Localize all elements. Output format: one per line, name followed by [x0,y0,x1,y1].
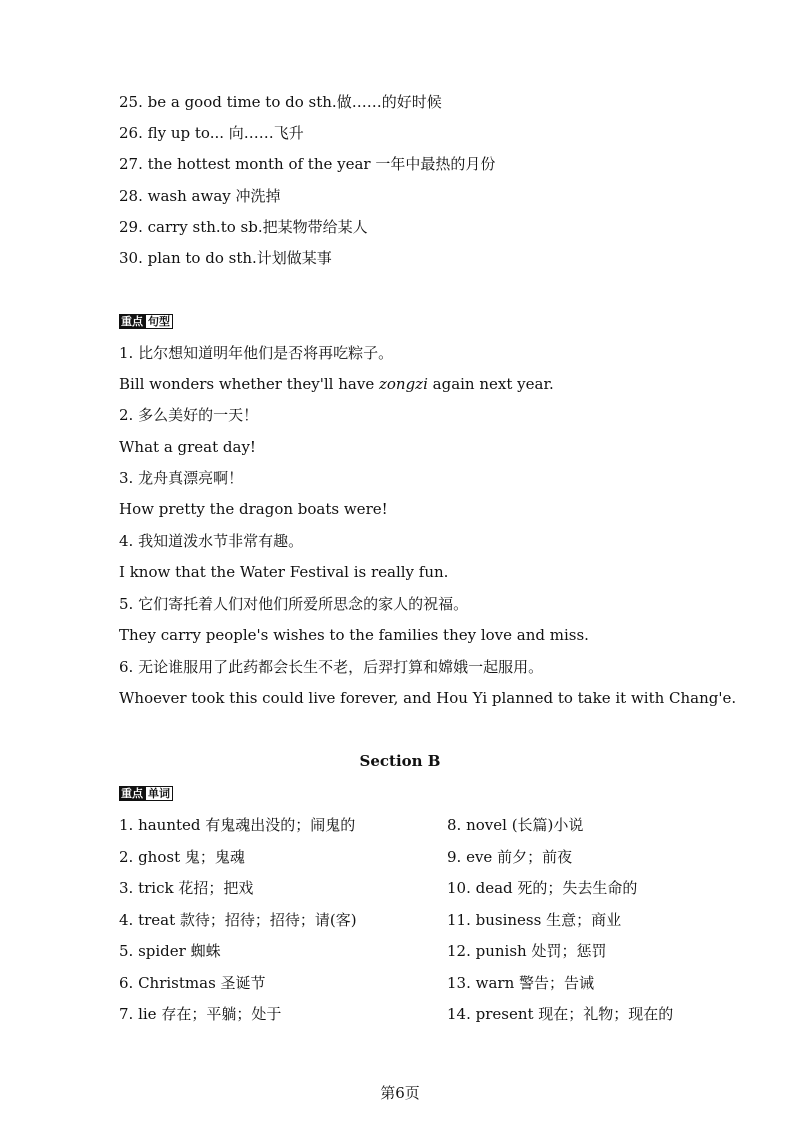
vocab-item: 3. trick 花招；把戏 [119,879,254,897]
page-number: 第6页 [380,1084,420,1102]
italic-word: zongzi [378,375,428,393]
sentence-en: What a great day! [119,438,256,456]
vocab-item: 12. punish 处罚；惩罚 [447,942,607,960]
vocab-item: 9. eve 前夕；前夜 [447,847,573,866]
vocab-item: 5. spider 蜘蛛 [119,942,221,960]
sentence-zh: 4. 我知道泼水节非常有趣。 [119,532,304,550]
vocab-item: 1. haunted 有鬼魂出没的；闹鬼的 [119,816,356,834]
key-words-tag [119,786,173,801]
sentence-en: Bill wonders whether they'll have zongzi again next year. [119,375,554,393]
tag-dark-label: 重点 [121,787,143,800]
key-sentences-tag [119,314,173,329]
phrase-item: 28. wash away 冲洗掉 [119,187,281,205]
sentence-zh: 3. 龙舟真漂亮啊！ [119,469,244,487]
sentence-en: I know that the Water Festival is really fun. [119,563,449,581]
vocab-item: 7. lie 存在；平躺；处于 [119,1005,282,1023]
sentence-zh: 2. 多么美好的一天！ [119,406,259,424]
section-title: Section B [359,752,441,770]
vocab-item: 8. novel (长篇)小说 [447,816,584,834]
phrase-item: 26. fly up to... 向……飞升 [119,124,304,142]
tag-light-label: 句型 [145,314,173,329]
tag-light-label: 单词 [145,786,173,801]
sentence-zh: 6. 无论谁服用了此药都会长生不老，后羿打算和嫦娥一起服用。 [119,658,544,676]
sentence-en: They carry people's wishes to the families they love and miss. [119,626,589,644]
vocab-item: 4. treat 款待；招待；招待；请(客) [119,910,357,929]
sentence-zh: 1. 比尔想知道明年他们是否将再吃粽子。 [119,344,394,362]
vocab-column-left [119,815,357,1036]
phrase-item: 27. the hottest month of the year 一年中最热的月份 [119,155,496,173]
vocab-item: 13. warn 警告；告诫 [447,973,595,992]
vocab-item: 2. ghost 鬼；鬼魂 [119,847,245,866]
vocab-item: 10. dead 死的；失去生命的 [447,879,638,897]
sentence-en: How pretty the dragon boats were! [119,500,388,518]
phrase-item: 29. carry sth.to sb.把某物带给某人 [119,218,368,236]
vocab-item: 6. Christmas 圣诞节 [119,973,266,992]
sentence-en: Whoever took this could live forever, and Hou Yi planned to take it with Chang'e. [119,689,737,707]
vocab-item: 11. business 生意；商业 [447,910,622,929]
phrase-item: 30. plan to do sth.计划做某事 [119,249,332,267]
tag-dark-label: 重点 [121,315,143,328]
vocab-item: 14. present 现在；礼物；现在的 [447,1005,674,1023]
sentence-zh: 5. 它们寄托着人们对他们所爱所思念的家人的祝福。 [119,595,469,613]
phrase-item: 25. be a good time to do sth.做……的好时候 [119,93,442,111]
vocab-column-right [447,815,673,1036]
